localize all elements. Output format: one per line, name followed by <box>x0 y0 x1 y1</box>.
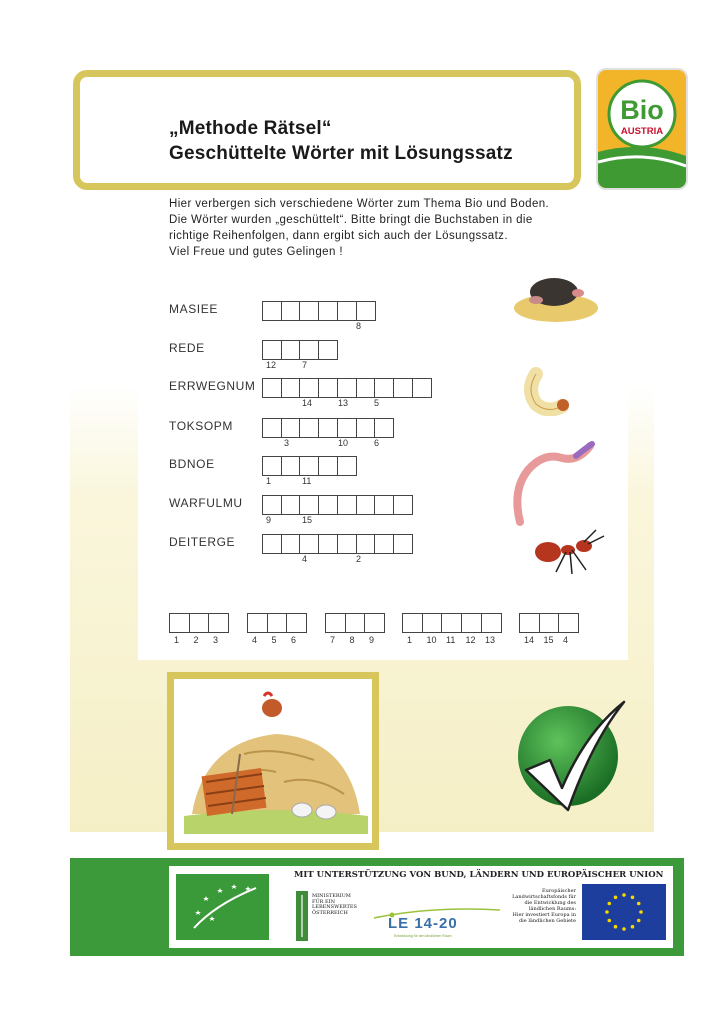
solution-word-boxes <box>247 613 306 633</box>
letter-number: 13 <box>338 398 349 408</box>
solution-number: 1 <box>174 635 180 645</box>
solution-number: 6 <box>291 635 297 645</box>
solution-letter-box[interactable] <box>267 613 288 633</box>
letter-box[interactable] <box>262 418 282 438</box>
eu-star <box>622 893 626 897</box>
grub-picture <box>522 362 578 416</box>
solution-letter-box[interactable] <box>325 613 346 633</box>
answer-boxes <box>262 456 356 476</box>
fund-line: Hier investiert Europa in <box>512 912 576 918</box>
solution-number: 4 <box>563 635 569 645</box>
scrambled-word: ERRWEGNUM <box>169 379 256 393</box>
solution-word-boxes <box>325 613 384 633</box>
letter-box[interactable] <box>393 534 413 554</box>
letter-box[interactable] <box>281 456 301 476</box>
scrambled-word: TOKSOPM <box>169 419 233 433</box>
letter-box[interactable] <box>393 378 413 398</box>
letter-number: 2 <box>356 554 362 564</box>
solution-letter-box[interactable] <box>422 613 443 633</box>
eu-star <box>637 902 641 906</box>
eu-star <box>639 910 643 914</box>
page-subtitle: Geschüttelte Wörter mit Lösungssatz <box>169 143 513 164</box>
solution-number: 2 <box>193 635 199 645</box>
letter-number: 14 <box>302 398 313 408</box>
solution-number: 4 <box>252 635 258 645</box>
letter-box[interactable] <box>299 301 319 321</box>
solution-letter-box[interactable] <box>539 613 560 633</box>
letter-box[interactable] <box>262 340 282 360</box>
letter-box[interactable] <box>299 534 319 554</box>
letter-box[interactable] <box>393 495 413 515</box>
page-title: „Methode Rätsel“ <box>169 118 332 139</box>
letter-box[interactable] <box>337 456 357 476</box>
solution-number: 12 <box>465 635 476 645</box>
letter-box[interactable] <box>374 495 394 515</box>
eu-star <box>605 910 609 914</box>
eu-star <box>631 896 635 900</box>
answer-boxes <box>262 418 393 438</box>
letter-box[interactable] <box>318 301 338 321</box>
letter-box[interactable] <box>262 456 282 476</box>
letter-box[interactable] <box>337 418 357 438</box>
eu-flag-icon <box>582 884 666 940</box>
solution-word-boxes <box>519 613 578 633</box>
ministry-text <box>312 894 357 916</box>
solution-letter-box[interactable] <box>208 613 229 633</box>
eu-star <box>631 925 635 929</box>
le-subtitle: Entwicklung für den ländlichen Raum <box>394 934 452 938</box>
fund-line: die ländlichen Gebiete <box>518 918 576 924</box>
letter-box[interactable] <box>318 418 338 438</box>
letter-box[interactable] <box>262 378 282 398</box>
solution-letter-box[interactable] <box>519 613 540 633</box>
ministry-line: FÜR EIN <box>312 898 336 905</box>
eu-star <box>614 896 618 900</box>
intro-line: richtige Reihenfolgen, dann ergibt sich auch der Lösungssatz. <box>169 230 508 242</box>
footer-title: MIT UNTERSTÜTZUNG VON BUND, LÄNDERN UND EUROPÄISCHER UNION <box>294 870 664 880</box>
ministry-line: ÖSTERREICH <box>312 909 348 916</box>
letter-box[interactable] <box>374 534 394 554</box>
eu-leaf-flag-icon <box>176 874 269 940</box>
eu-star <box>608 902 612 906</box>
answer-boxes <box>262 301 374 321</box>
eu-star <box>614 925 618 929</box>
solution-number: 8 <box>349 635 355 645</box>
letter-box[interactable] <box>356 418 376 438</box>
letter-box[interactable] <box>281 418 301 438</box>
letter-box[interactable] <box>299 378 319 398</box>
letter-number: 12 <box>266 360 277 370</box>
letter-number: 9 <box>266 515 272 525</box>
ministry-line: LEBENSWERTES <box>312 904 357 910</box>
solution-number: 11 <box>446 635 456 645</box>
checkmark-icon <box>506 692 632 818</box>
letter-number: 5 <box>374 398 380 408</box>
eu-star <box>622 927 626 931</box>
solution-number: 1 <box>407 635 413 645</box>
letter-box[interactable] <box>412 378 432 398</box>
letter-number: 1 <box>266 476 272 486</box>
solution-number: 14 <box>524 635 535 645</box>
solution-letter-box[interactable] <box>286 613 307 633</box>
scrambled-word: WARFULMU <box>169 496 243 510</box>
worm-picture <box>506 438 598 526</box>
ministry-line: MINISTERIUM <box>312 893 351 899</box>
letter-box[interactable] <box>318 340 338 360</box>
solution-number: 15 <box>543 635 554 645</box>
scrambled-word: DEITERGE <box>169 535 236 549</box>
solution-number: 7 <box>330 635 336 645</box>
letter-box[interactable] <box>356 495 376 515</box>
fund-line: Europäischer <box>542 888 576 894</box>
letter-number: 15 <box>302 515 313 525</box>
letter-box[interactable] <box>318 378 338 398</box>
eu-star <box>608 919 612 923</box>
solution-number: 3 <box>213 635 219 645</box>
solution-letter-box[interactable] <box>169 613 190 633</box>
solution-letter-box[interactable] <box>481 613 502 633</box>
solution-letter-box[interactable] <box>441 613 462 633</box>
letter-box[interactable] <box>337 534 357 554</box>
letter-box[interactable] <box>299 418 319 438</box>
intro-line: Hier verbergen sich verschiedene Wörter zum Thema Bio und Boden. <box>169 198 550 210</box>
solution-letter-box[interactable] <box>402 613 423 633</box>
letter-box[interactable] <box>337 301 357 321</box>
intro-line: Die Wörter wurden „geschüttelt“. Bitte bringt die Buchstaben in die <box>169 214 533 226</box>
letter-box[interactable] <box>299 456 319 476</box>
compost-heap-picture <box>184 682 368 834</box>
answer-boxes <box>262 340 337 360</box>
ant-picture <box>530 528 612 576</box>
letter-box[interactable] <box>356 301 376 321</box>
scrambled-word: MASIEE <box>169 302 218 316</box>
letter-box[interactable] <box>262 534 282 554</box>
fund-line: Landwirtschaftsfonds für <box>512 894 576 900</box>
letter-number: 6 <box>374 438 380 448</box>
solution-number: 10 <box>426 635 437 645</box>
bio-austria-logo <box>596 68 688 190</box>
solution-letter-box[interactable] <box>247 613 268 633</box>
letter-number: 4 <box>302 554 308 564</box>
fund-line: die Entwicklung des <box>524 900 576 906</box>
letter-box[interactable] <box>281 495 301 515</box>
letter-box[interactable] <box>337 378 357 398</box>
letter-box[interactable] <box>262 301 282 321</box>
letter-box[interactable] <box>337 495 357 515</box>
answer-boxes <box>262 495 412 515</box>
letter-box[interactable] <box>318 456 338 476</box>
letter-box[interactable] <box>318 534 338 554</box>
letter-box[interactable] <box>281 534 301 554</box>
letter-box[interactable] <box>262 495 282 515</box>
letter-box[interactable] <box>299 495 319 515</box>
letter-box[interactable] <box>356 378 376 398</box>
solution-letter-box[interactable] <box>558 613 579 633</box>
letter-box[interactable] <box>281 340 301 360</box>
letter-box[interactable] <box>356 534 376 554</box>
solution-letter-box[interactable] <box>461 613 482 633</box>
letter-box[interactable] <box>281 378 301 398</box>
scrambled-word: BDNOE <box>169 457 215 471</box>
solution-letter-box[interactable] <box>345 613 366 633</box>
intro-text <box>169 196 549 260</box>
letter-box[interactable] <box>318 495 338 515</box>
scrambled-word: REDE <box>169 341 205 355</box>
letter-box[interactable] <box>299 340 319 360</box>
logo-word: Bio <box>620 95 664 125</box>
le-14-20-logo: LE 14-20 <box>388 915 458 932</box>
fund-text <box>506 888 576 924</box>
letter-number: 3 <box>284 438 290 448</box>
letter-number: 11 <box>302 476 312 486</box>
mole-picture <box>508 262 600 326</box>
letter-number: 10 <box>338 438 349 448</box>
solution-letter-box[interactable] <box>364 613 385 633</box>
letter-number: 8 <box>356 321 362 331</box>
answer-boxes <box>262 534 412 554</box>
solution-word-boxes <box>402 613 501 633</box>
logo-sub: AUSTRIA <box>620 126 664 137</box>
solution-letter-box[interactable] <box>189 613 210 633</box>
solution-number: 13 <box>485 635 496 645</box>
letter-box[interactable] <box>281 301 301 321</box>
solution-word-boxes <box>169 613 228 633</box>
letter-box[interactable] <box>374 418 394 438</box>
solution-number: 9 <box>369 635 375 645</box>
solution-number: 5 <box>271 635 277 645</box>
answer-boxes <box>262 378 430 398</box>
eu-star <box>637 919 641 923</box>
letter-number: 7 <box>302 360 308 370</box>
fund-line: ländlichen Raums: <box>528 906 576 912</box>
letter-box[interactable] <box>374 378 394 398</box>
intro-line: Viel Freue und gutes Gelingen ! <box>169 246 343 258</box>
